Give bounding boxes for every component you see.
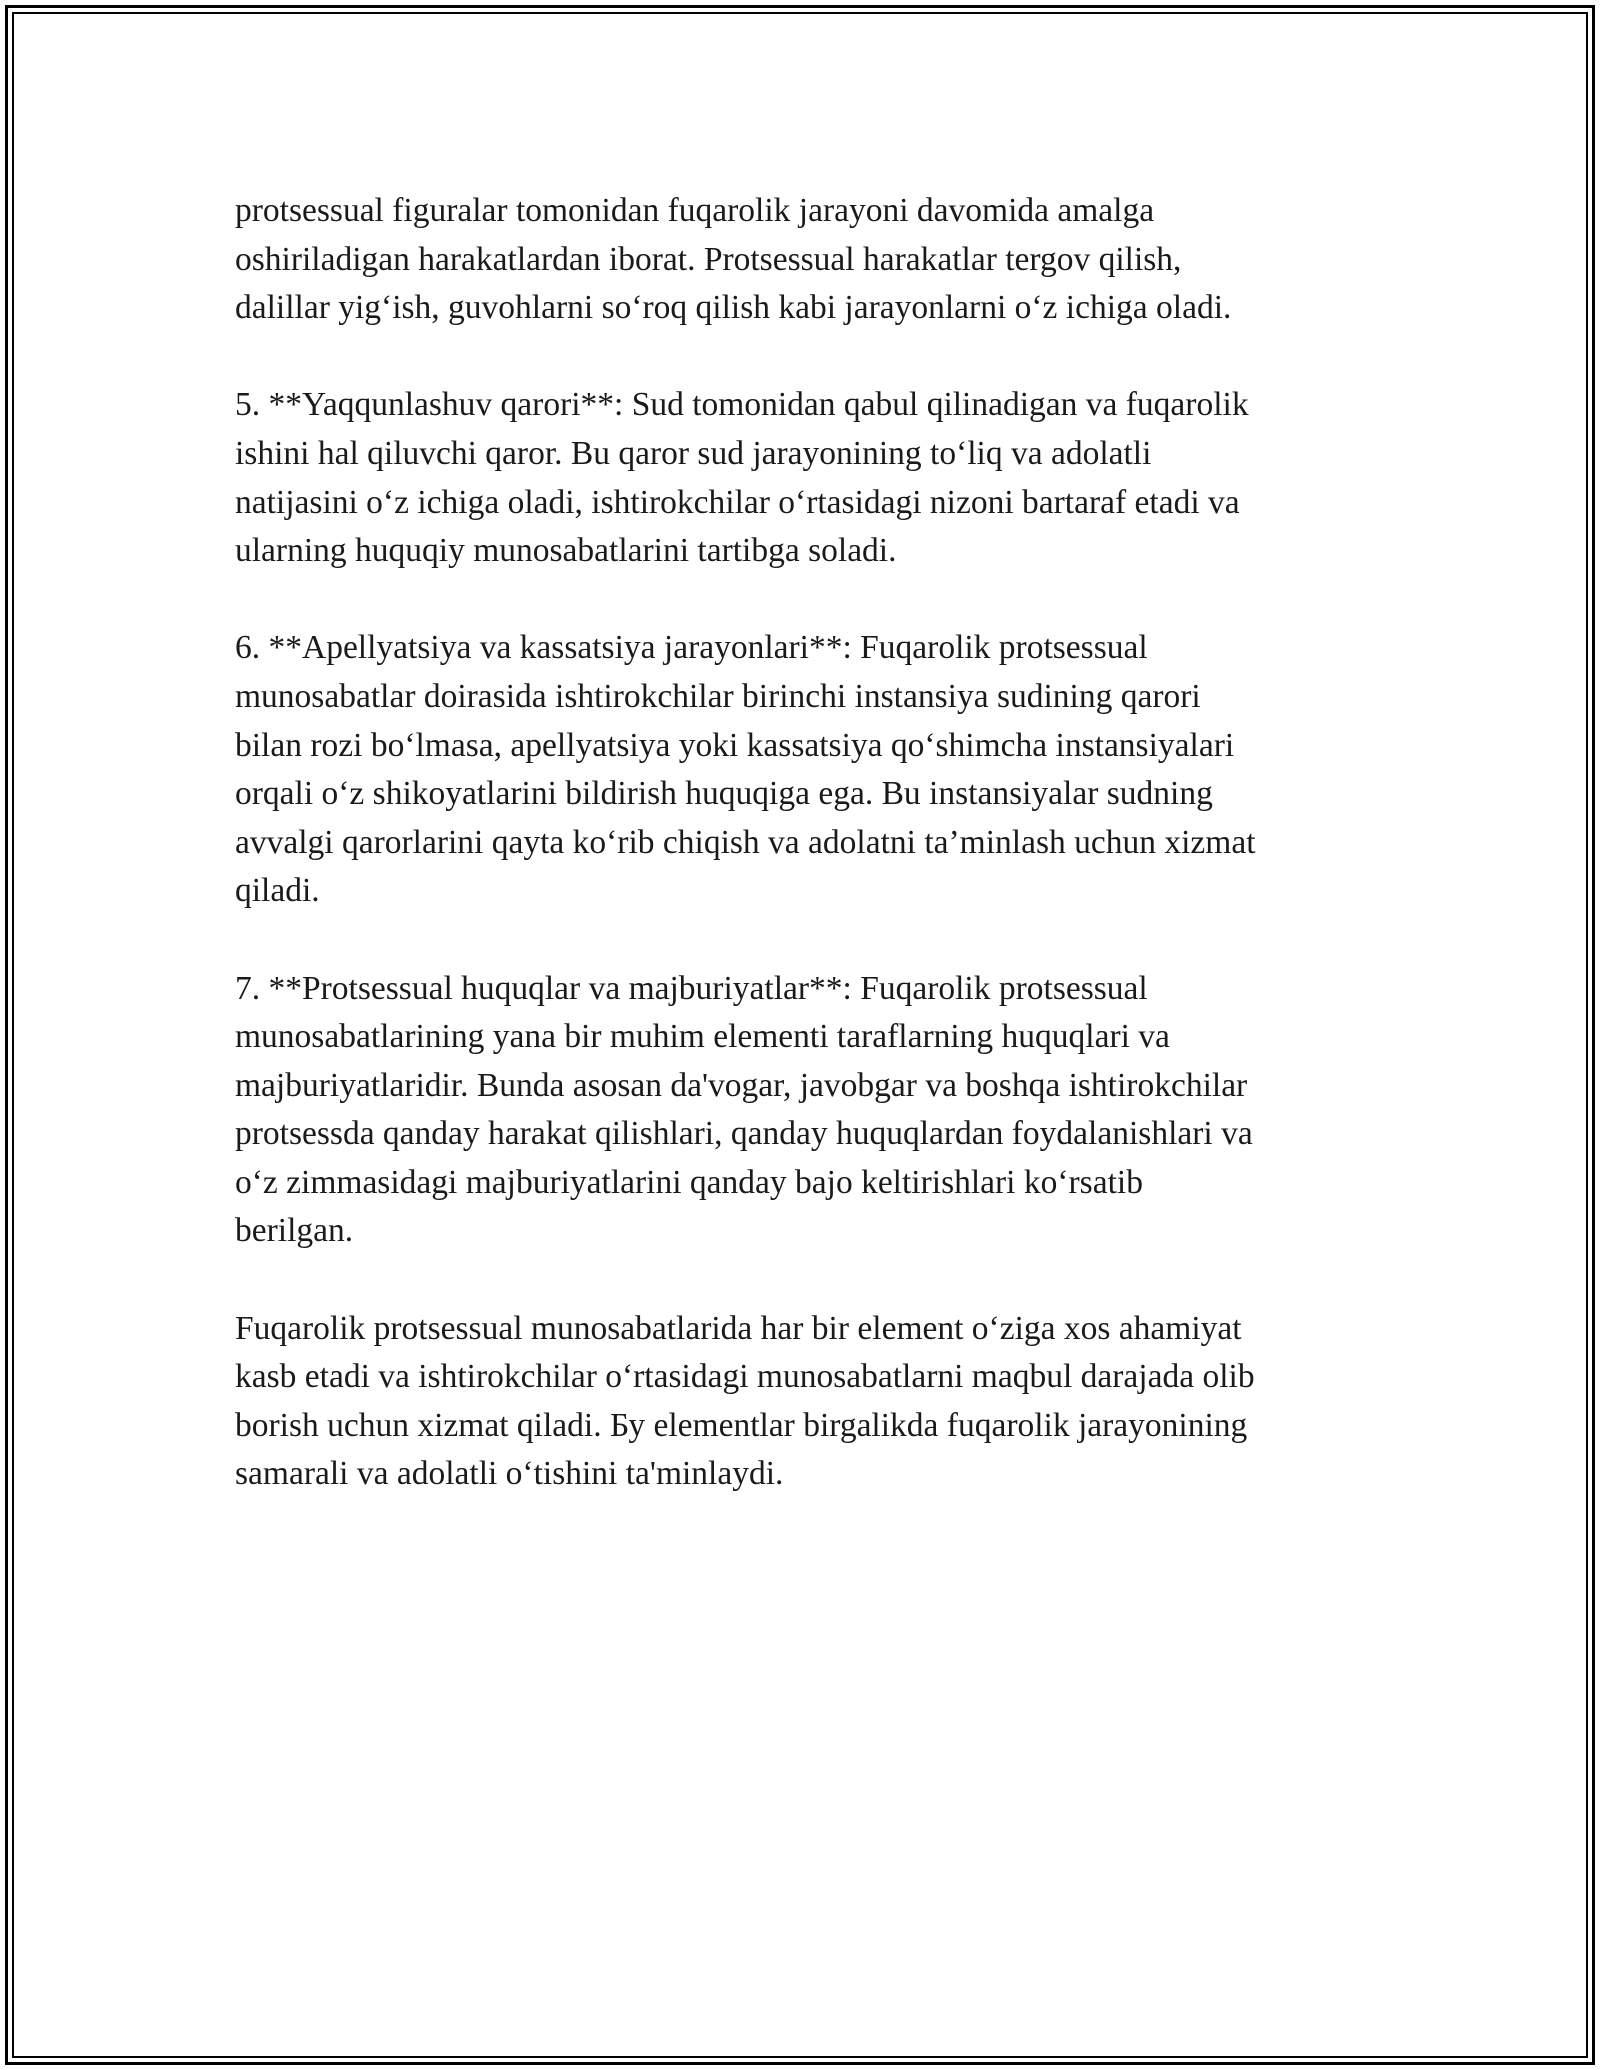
text-line: protsessda qanday harakat qilishlari, qanday huquqlardan foydalanishlari va <box>235 1115 1253 1153</box>
text-line: munosabatlarining yana bir muhim elementi taraflarning huquqlari va <box>235 1018 1170 1056</box>
text-line: bilan rozi bo‘lmasa, apellyatsiya yoki kassatsiya qo‘shimcha instansiyalari <box>235 726 1235 764</box>
text-line: 6. **Apellyatsiya va kassatsiya jarayonlari**: Fuqarolik protsessual <box>235 629 1148 667</box>
text-line: majburiyatlaridir. Bunda asosan da'vogar, javobgar va boshqa ishtirokchilar <box>235 1066 1248 1104</box>
text-line: dalillar yig‘ish, guvohlarni so‘roq qilish kabi jarayonlarni o‘z ichiga oladi. <box>235 289 1232 327</box>
text-line: ularning huquqiy munosabatlarini tartibga soladi. <box>235 532 897 570</box>
text-line: berilgan. <box>235 1212 354 1250</box>
text-line: orqali o‘z shikoyatlarini bildirish huquqiga ega. Bu instansiyalar sudning <box>235 775 1213 813</box>
text-line: o‘z zimmasidagi majburiyatlarini qanday bajo keltirishlari ko‘rsatib <box>235 1163 1143 1201</box>
paragraph-item-7 <box>235 965 1365 1257</box>
paragraph-continuation <box>235 187 1365 333</box>
text-line: borish uchun xizmat qiladi. Бу elementlar birgalikda fuqarolik jarayonining <box>235 1406 1248 1444</box>
paragraph-conclusion <box>235 1305 1365 1499</box>
text-line: munosabatlar doirasida ishtirokchilar birinchi instansiya sudining qarori <box>235 677 1201 715</box>
text-line: kasb etadi va ishtirokchilar o‘rtasidagi munosabatlarni maqbul darajada olib <box>235 1358 1255 1396</box>
text-line: protsessual figuralar tomonidan fuqarolik jarayoni davomida amalga <box>235 192 1155 229</box>
text-line: Fuqarolik protsessual munosabatlarida har bir element o‘ziga xos ahamiyat <box>235 1309 1242 1347</box>
text-line: ishini hal qiluvchi qaror. Bu qaror sud jarayonining to‘liq va adolatli <box>235 434 1152 472</box>
paragraph-item-6 <box>235 624 1365 916</box>
text-line: natijasini o‘z ichiga oladi, ishtirokchilar o‘rtasidagi nizoni bartaraf etadi va <box>235 483 1240 521</box>
document-body <box>235 187 1365 1499</box>
text-line: oshiriladigan harakatlardan iborat. Protsessual harakatlar tergov qilish, <box>235 240 1182 278</box>
text-line: samarali va adolatli o‘tishini ta'minlaydi. <box>235 1455 784 1493</box>
paragraph-item-5 <box>235 381 1365 575</box>
text-line: 7. **Protsessual huquqlar va majburiyatlar**: Fuqarolik protsessual <box>235 969 1148 1007</box>
text-line: avvalgi qarorlarini qayta ko‘rib chiqish va adolatni ta’minlash uchun xizmat <box>235 823 1256 861</box>
text-line: qiladi. <box>235 872 320 910</box>
text-line: 5. **Yaqqunlashuv qarori**: Sud tomonidan qabul qilinadigan va fuqarolik <box>235 386 1249 424</box>
